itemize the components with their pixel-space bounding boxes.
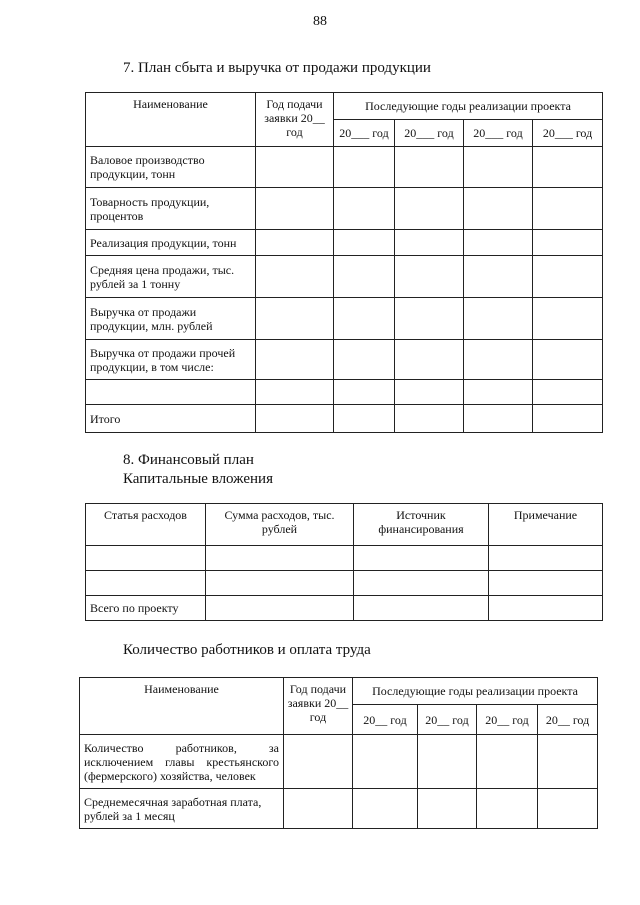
header-year-col: 20___ год <box>533 120 603 147</box>
header-funding-source: Источник финансирования <box>354 504 489 546</box>
header-next-years: Последующие годы реализации проекта <box>334 93 603 120</box>
row-label-total: Всего по проекту <box>86 596 206 621</box>
row-label: Реализация продукции, тонн <box>86 230 256 256</box>
row-label: Валовое производство продукции, тонн <box>86 147 256 188</box>
row-label: Выручка от продажи прочей продукции, в том числе: <box>86 340 256 380</box>
header-year-col: 20__ год <box>538 705 598 735</box>
row-label <box>86 546 206 571</box>
header-year-application: Год подачи заявки 20__ год <box>284 678 353 735</box>
header-name: Наименование <box>80 678 284 735</box>
header-name: Наименование <box>86 93 256 147</box>
header-expense-item: Статья расходов <box>86 504 206 546</box>
row-label-total: Итого <box>86 405 256 433</box>
row-label: Товарность продукции, процентов <box>86 188 256 230</box>
header-year-col: 20__ год <box>353 705 418 735</box>
sales-plan-table <box>85 92 603 433</box>
header-year-col: 20__ год <box>418 705 477 735</box>
row-label: Средняя цена продажи, тыс. рублей за 1 тонну <box>86 256 256 298</box>
section-7-title: 7. План сбыта и выручка от продажи продукции <box>123 60 431 76</box>
header-year-application: Год подачи заявки 20__ год <box>256 93 334 147</box>
labor-table <box>79 677 598 829</box>
row-label <box>86 571 206 596</box>
header-note: Примечание <box>489 504 603 546</box>
header-year-col: 20__ год <box>477 705 538 735</box>
labor-title: Количество работников и оплата труда <box>123 642 371 658</box>
header-expense-sum: Сумма расходов, тыс. рублей <box>206 504 354 546</box>
row-label <box>86 380 256 405</box>
header-year-col: 20___ год <box>464 120 533 147</box>
page-number: 88 <box>313 14 327 29</box>
capital-investments-table <box>85 503 603 621</box>
header-next-years: Последующие годы реализации проекта <box>353 678 598 705</box>
header-year-col: 20___ год <box>334 120 395 147</box>
row-label: Среднемесячная заработная плата, рублей за 1 месяц <box>80 789 284 829</box>
section-8-title: 8. Финансовый план <box>123 452 254 468</box>
row-label: Выручка от продажи продукции, млн. рублей <box>86 298 256 340</box>
section-8-subtitle: Капитальные вложения <box>123 471 273 487</box>
header-year-col: 20___ год <box>395 120 464 147</box>
row-label: Количество работников, за исключением главы крестьянского (фермерского) хозяйства, человек <box>80 735 284 789</box>
